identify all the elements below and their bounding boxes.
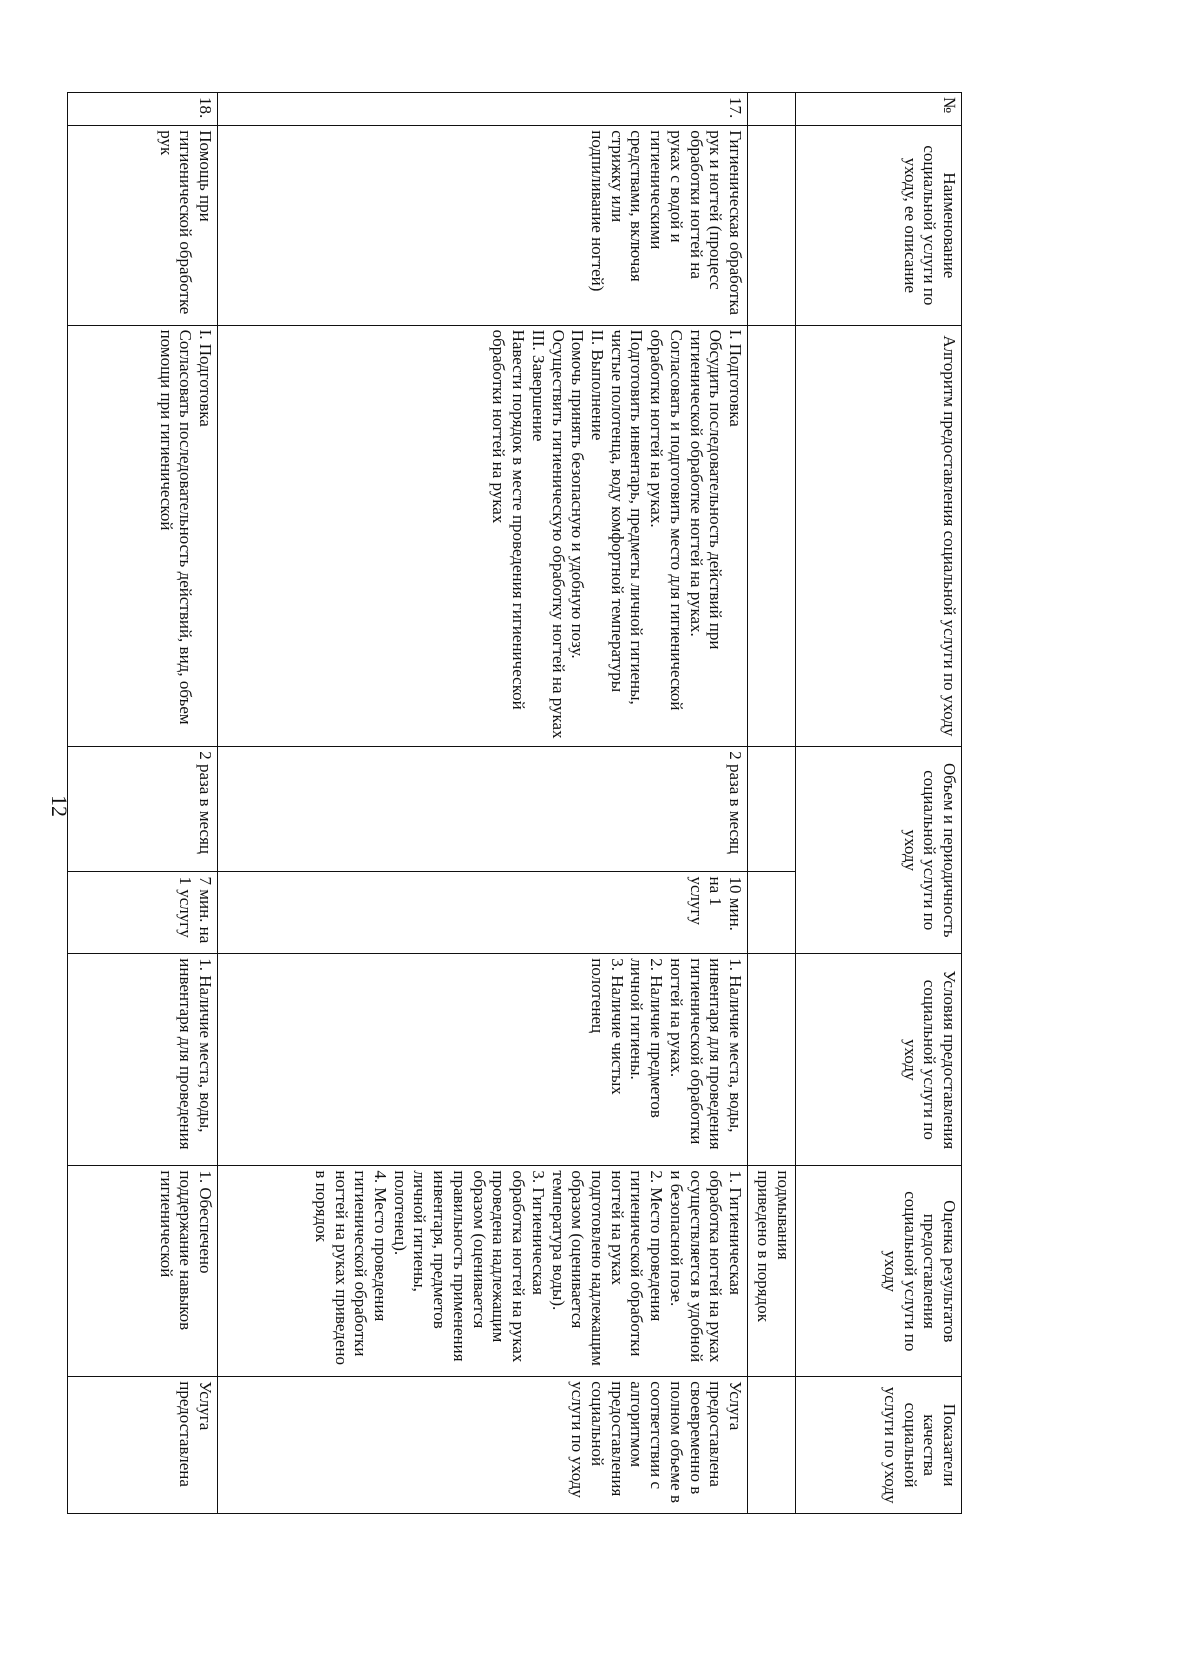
header-quality: Показатели качества социальной услуги по уходу [796, 1377, 962, 1514]
page-number: 12 [47, 795, 72, 817]
header-algorithm: Алгоритм предоставления социальной услуги по уходу [796, 325, 962, 747]
cont-conditions [748, 954, 796, 1166]
service-conditions: 1. Наличие места, воды, инвентаря для проведения гигиенической обработки ногтей на руках. 2. Наличие предметов личной гигиены. 3. Наличие чистых полотенец [218, 954, 748, 1166]
cont-duration [748, 872, 796, 954]
table-row [68, 93, 218, 1514]
header-num: № [796, 93, 962, 126]
service-duration: 10 мин. на 1 услугу [218, 872, 748, 954]
cont-num [748, 93, 796, 126]
header-evaluation: Оценка результатов предоставления социальной услуги по уходу [796, 1166, 962, 1377]
service-evaluation: 1. Обеспечено поддержание навыков гигиенической [68, 1166, 218, 1377]
cont-algorithm [748, 325, 796, 747]
cont-quality [748, 1377, 796, 1514]
service-name: Гигиеническая обработка рук и ногтей (процесс обработки ногтей на руках с водой и гигиеническими средствами, включая стрижку или подпиливание ногтей) [218, 126, 748, 325]
services-table [67, 92, 962, 1514]
header-name: Наименование социальной услуги по уходу, ее описание [796, 126, 962, 325]
table-row [218, 93, 748, 1514]
continuation-row [748, 93, 796, 1514]
service-evaluation: 1. Гигиеническая обработка ногтей на руках осуществляется в удобной и безопасной позе. 2. Место проведения гигиенической обработки ногтей на руках подготовлено надлежащим образом (оценивается температура воды). 3. Гигиеническая обработка ногтей на руках проведена надлежащим образом (оценивается правильность применения инвентаря, предметов личной гигиены, полотенец). 4. Место проведения гигиенической обработки ногтей на руках приведено в порядок [218, 1166, 748, 1377]
cont-periodicity [748, 747, 796, 872]
header-conditions: Условия предоставления социальной услуги по уходу [796, 954, 962, 1166]
row-num: 18. [68, 93, 218, 126]
header-row [796, 93, 962, 1514]
cont-evaluation: подмывания приведено в порядок [748, 1166, 796, 1377]
cont-name [748, 126, 796, 325]
service-algorithm: I. Подготовка Обсудить последовательность действий при гигиенической обработке ногтей на руках. Согласовать и подготовить место для гигиенической обработки ногтей на руках. Подготовить инвентарь, предметы личной гигиены, чистые полотенца, воду комфортной температуры II. Выполнение Помочь принять безопасную и удобную позу. Осуществить гигиеническую обработку ногтей на руках III. Завершение Навести порядок в месте проведения гигиенической обработки ногтей на руках [218, 325, 748, 747]
service-algorithm: I. Подготовка Согласовать последовательность действий, вид, объем помощи при гигиенической [68, 325, 218, 747]
service-duration: 7 мин. на 1 услугу [68, 872, 218, 954]
service-periodicity: 2 раза в месяц [68, 747, 218, 872]
service-quality: Услуга предоставлена своевременно в полном объеме в соответствии с алгоритмом предоставления социальной услуги по уходу [218, 1377, 748, 1514]
row-num: 17. [218, 93, 748, 126]
service-name: Помощь при гигиенической обработке рук [68, 126, 218, 325]
service-quality: Услуга предоставлена [68, 1377, 218, 1514]
service-periodicity: 2 раза в месяц [218, 747, 748, 872]
header-volume: Объем и периодичность социальной услуги по уходу [796, 747, 962, 954]
service-conditions: 1. Наличие места, воды, инвентаря для проведения [68, 954, 218, 1166]
